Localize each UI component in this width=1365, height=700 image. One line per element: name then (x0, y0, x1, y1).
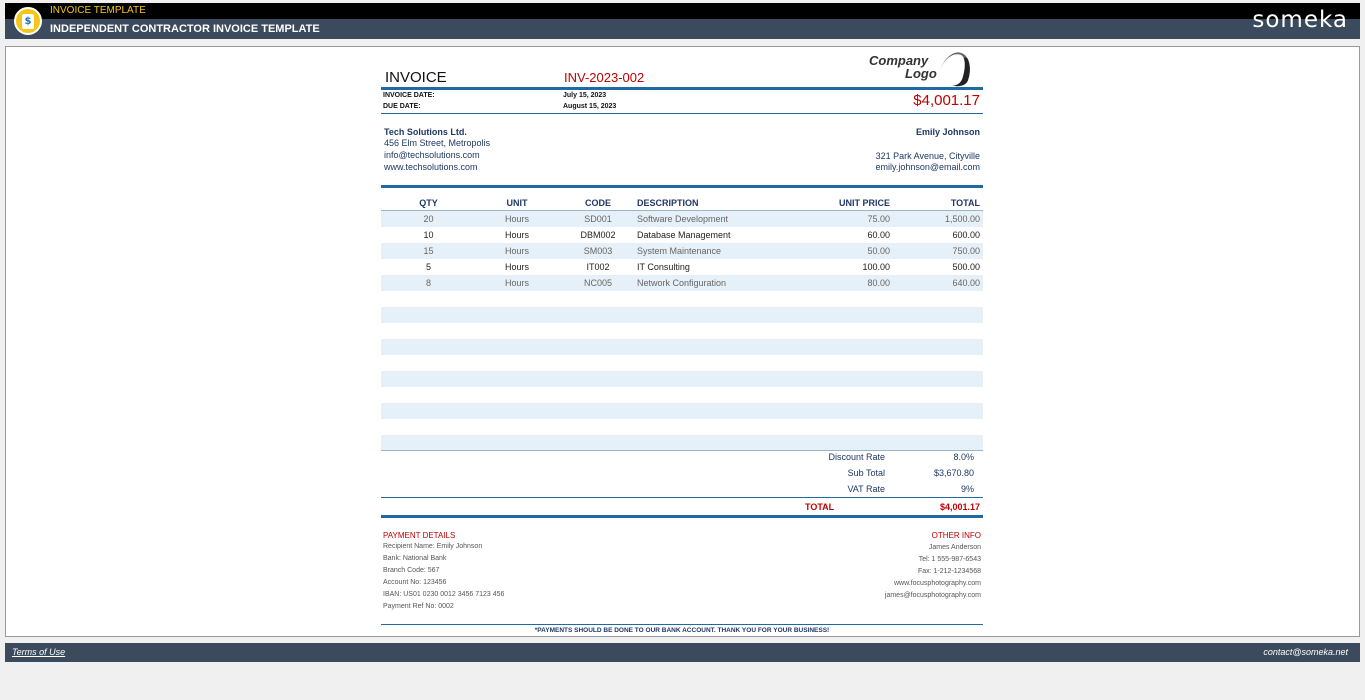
cell-unit-price[interactable]: 60.00 (867, 230, 890, 240)
cell-total: 1,500.00 (944, 214, 980, 224)
cell-code[interactable]: DBM002 (580, 230, 616, 240)
empty-row[interactable] (381, 387, 983, 403)
empty-row[interactable] (381, 371, 983, 387)
app-footer (5, 643, 1360, 662)
logo-text-logo: Logo (905, 66, 937, 81)
col-header-total: TOTAL (950, 198, 980, 208)
empty-row[interactable] (381, 323, 983, 339)
payment-line[interactable]: Account No: 123456 (383, 579, 447, 586)
cell-qty[interactable]: 20 (423, 214, 434, 224)
col-header-unit: UNIT (506, 198, 528, 208)
cell-code[interactable]: SD001 (584, 214, 612, 224)
col-header-qty: QTY (419, 198, 438, 208)
to-address[interactable]: 321 Park Avenue, Cityville (875, 151, 980, 161)
payment-details-title: PAYMENT DETAILS (383, 531, 456, 540)
from-website[interactable]: www.techsolutions.com (384, 162, 478, 172)
payment-line[interactable]: IBAN: US01 0230 0012 3456 7123 456 (383, 591, 505, 598)
cell-total: 750.00 (952, 246, 980, 256)
due-date-value[interactable]: August 15, 2023 (563, 103, 617, 110)
invoice-number[interactable]: INV-2023-002 (564, 70, 645, 85)
table-bottom-line (381, 450, 983, 451)
from-email[interactable]: info@techsolutions.com (384, 150, 480, 160)
vat-value[interactable]: 9% (960, 484, 974, 494)
empty-row[interactable] (381, 435, 983, 451)
cell-unit-price[interactable]: 50.00 (867, 246, 890, 256)
cell-unit[interactable]: Hours (504, 214, 529, 224)
to-name[interactable]: Emily Johnson (915, 127, 980, 137)
cell-unit-price[interactable]: 100.00 (862, 262, 890, 272)
discount-label: Discount Rate (828, 452, 885, 462)
table-row[interactable] (381, 275, 983, 291)
table-row[interactable] (381, 227, 983, 243)
cell-unit[interactable]: Hours (504, 278, 529, 288)
section-label: INVOICE TEMPLATE (50, 5, 146, 16)
col-header-unit-price: UNIT PRICE (838, 198, 890, 208)
footer-note: *PAYMENTS SHOULD BE DONE TO OUR BANK ACCOUNT. THANK YOU FOR YOUR BUSINESS! (534, 627, 830, 634)
page-title: INDEPENDENT CONTRACTOR INVOICE TEMPLATE (50, 23, 320, 35)
table-top-divider (381, 185, 983, 188)
cell-qty[interactable]: 10 (423, 230, 434, 240)
company-logo[interactable] (865, 50, 977, 86)
invoice-heading: INVOICE (385, 69, 447, 86)
logo-text-company: Company (869, 53, 929, 68)
cell-unit[interactable]: Hours (504, 262, 529, 272)
someka-logo[interactable]: someka (1252, 7, 1348, 33)
cell-description[interactable]: Network Configuration (637, 278, 727, 288)
dates-divider (381, 113, 983, 114)
cell-description[interactable]: System Maintenance (637, 246, 722, 256)
discount-value[interactable]: 8.0% (953, 452, 974, 462)
cell-unit[interactable]: Hours (504, 246, 529, 256)
col-header-description: DESCRIPTION (637, 198, 699, 208)
cell-code[interactable]: NC005 (583, 278, 612, 288)
invoice-date-value[interactable]: July 15, 2023 (563, 92, 607, 99)
subtotal-label: Sub Total (847, 468, 885, 478)
contact-email-link[interactable]: contact@someka.net (1263, 647, 1348, 657)
subtotal-value: $3,670.80 (933, 468, 974, 478)
other-info-line[interactable]: james@focusphotography.com (884, 592, 981, 599)
terms-of-use-link[interactable]: Terms of Use (12, 647, 66, 657)
from-address[interactable]: 456 Elm Street, Metropolis (384, 138, 491, 148)
cell-qty[interactable]: 15 (423, 246, 434, 256)
cell-description[interactable]: IT Consulting (637, 262, 690, 272)
footer-divider (381, 624, 983, 625)
table-row[interactable] (381, 259, 983, 275)
table-header (381, 195, 983, 211)
col-header-code: CODE (584, 198, 611, 208)
due-date-label: DUE DATE: (383, 103, 421, 110)
cell-unit-price[interactable]: 80.00 (867, 278, 890, 288)
from-company[interactable]: Tech Solutions Ltd. (384, 127, 467, 137)
cell-total: 500.00 (952, 262, 980, 272)
empty-row[interactable] (381, 339, 983, 355)
empty-row[interactable] (381, 355, 983, 371)
cell-code[interactable]: IT002 (586, 262, 610, 272)
payment-line[interactable]: Branch Code: 567 (383, 567, 440, 574)
payment-line[interactable]: Bank: National Bank (383, 555, 447, 562)
empty-row[interactable] (381, 291, 983, 307)
cell-unit[interactable]: Hours (504, 230, 529, 240)
empty-row[interactable] (381, 307, 983, 323)
cell-qty[interactable]: 5 (425, 262, 431, 272)
header-divider (381, 87, 983, 90)
other-info-line[interactable]: Tel: 1 555-987-6543 (918, 556, 981, 563)
total-divider (381, 515, 983, 518)
cell-total: 600.00 (952, 230, 980, 240)
cell-description[interactable]: Software Development (637, 214, 729, 224)
other-info-title: OTHER INFO (931, 531, 981, 540)
empty-row[interactable] (381, 403, 983, 419)
to-email[interactable]: emily.johnson@email.com (875, 162, 980, 172)
other-info-line[interactable]: James Anderson (928, 544, 981, 551)
table-row[interactable] (381, 211, 983, 227)
cell-unit-price[interactable]: 75.00 (867, 214, 890, 224)
app-header (5, 3, 1360, 39)
other-info-line[interactable]: www.focusphotography.com (893, 580, 981, 587)
invoice-document (381, 46, 983, 637)
empty-row[interactable] (381, 419, 983, 435)
payment-line[interactable]: Payment Ref No: 0002 (383, 603, 454, 610)
summary-divider (381, 497, 983, 498)
invoice-dollar-icon (14, 7, 42, 35)
table-row[interactable] (381, 243, 983, 259)
cell-qty[interactable]: 8 (425, 278, 431, 288)
total-value: $4,001.17 (939, 502, 980, 512)
header-strip (5, 3, 1360, 19)
vat-label: VAT Rate (847, 484, 885, 494)
other-info-line[interactable]: Fax: 1-212-1234568 (917, 568, 981, 575)
logo-swoosh-icon (936, 48, 975, 90)
cell-description[interactable]: Database Management (637, 230, 731, 240)
cell-total: 640.00 (952, 278, 980, 288)
total-label: TOTAL (805, 502, 835, 512)
amount-due: $4,001.17 (913, 92, 980, 109)
invoice-date-label: INVOICE DATE: (383, 92, 435, 99)
payment-line[interactable]: Recipient Name: Emily Johnson (383, 543, 483, 550)
cell-code[interactable]: SM003 (583, 246, 613, 256)
